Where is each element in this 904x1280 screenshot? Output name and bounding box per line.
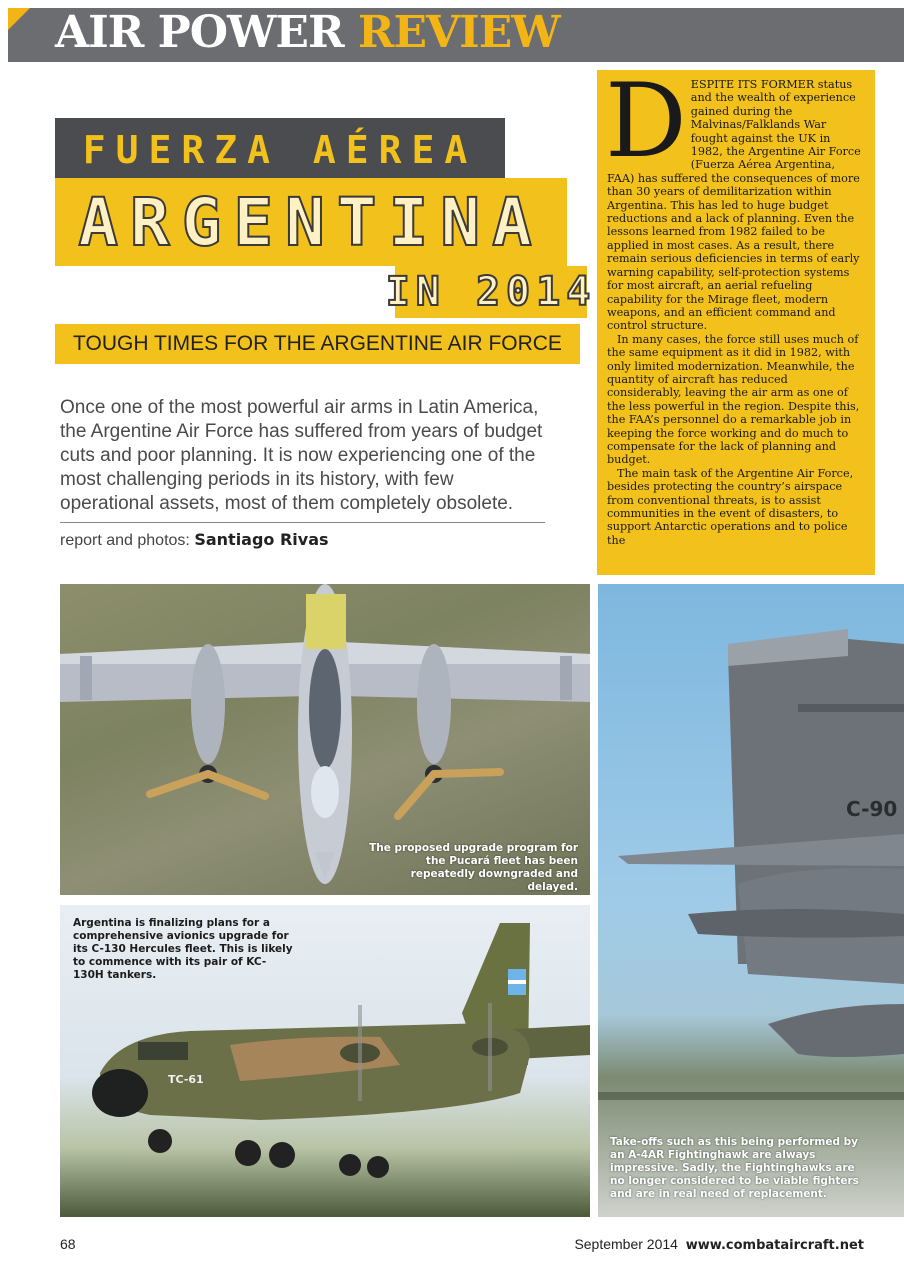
title-line3: IN 2014 bbox=[385, 269, 597, 315]
body-text bbox=[605, 70, 865, 547]
body-paragraph-1: ESPITE ITS FORMER status and the wealth of experience gained during the Malvinas/Falklands War fought against the UK in 1982, the Argentine Air Force (Fuerza Aérea Argentina, FAA) has suffered the consequences of more than 30 years of demilitarization within Argentina. This has led to huge budget reductions and a lack of planning. Even the lessons learned from 1982 failed to be applied in most cases. As a result, there remain serious deficiencies in terms of early warning capability, self-protection systems for most aircraft, an aerial refueling capability for the Mirage fleet, modern weapons, and an efficient command and control structure. bbox=[607, 78, 861, 333]
photo-caption-pucara: The proposed upgrade program for the Pucará fleet has been repeatedly downgraded and delayed. bbox=[369, 842, 578, 893]
title-line2-block bbox=[55, 178, 567, 266]
byline-author: Santiago Rivas bbox=[194, 530, 329, 549]
page-number: 68 bbox=[60, 1236, 76, 1252]
footer-issue-info bbox=[574, 1236, 864, 1253]
section-title-part2: REVIEW bbox=[357, 7, 560, 58]
title-line1-block bbox=[55, 118, 505, 182]
body-column bbox=[597, 70, 875, 575]
body-paragraph-3: The main task of the Argentine Air Force, besides protecting the country’s airspace from conventional threats, is to assist communities in the event of disasters, to support Antarctic operations and to police the bbox=[607, 466, 854, 547]
photo-hercules bbox=[60, 905, 590, 1217]
title-line1: FUERZA AÉREA bbox=[82, 128, 478, 172]
subtitle: TOUGH TIMES FOR THE ARGENTINE AIR FORCE bbox=[73, 332, 562, 355]
photo-caption-hercules: Argentina is finalizing plans for a comprehensive avionics upgrade for its C-130 Hercules fleet. This is likely to commence with its pair of KC-130H tankers. bbox=[73, 917, 293, 981]
hercules-tail-code: TC-61 bbox=[168, 1073, 204, 1086]
section-title bbox=[55, 6, 560, 60]
fightinghawk-tail-code: C-90 bbox=[846, 797, 898, 821]
drop-cap: D bbox=[605, 70, 687, 181]
standfirst: Once one of the most powerful air arms in Latin America, the Argentine Air Force has suffered from years of budget cuts and poor planning. It is now experiencing one of the most challenging periods in its history, with few operational assets, most of them completely obsolete. bbox=[60, 397, 543, 514]
title-line2: ARGENTINA bbox=[78, 183, 544, 261]
section-title-part1: AIR POWER bbox=[55, 7, 344, 58]
photo-fightinghawk bbox=[598, 584, 904, 1217]
fightinghawk-aircraft-illustration bbox=[598, 584, 904, 1217]
header-corner-accent bbox=[8, 8, 30, 30]
byline bbox=[60, 530, 329, 550]
subtitle-block bbox=[55, 324, 580, 364]
website-link[interactable]: www.combataircraft.net bbox=[685, 1238, 864, 1253]
byline-divider bbox=[60, 522, 545, 523]
title-line3-block bbox=[385, 266, 597, 318]
photo-pucara bbox=[60, 584, 590, 895]
issue-date: September 2014 bbox=[574, 1236, 678, 1252]
byline-prefix: report and photos: bbox=[60, 532, 190, 549]
body-paragraph-2: In many cases, the force still uses much of the same equipment as it did in 1982, with only limited modernization. Meanwhile, the quantity of aircraft has reduced considerably, leaving the air arm as one of the less powerful in the region. Despite this, the FAA’s personnel do a remarkable job in keeping the force working and do much to compensate for the lack of planning and budget. bbox=[607, 332, 860, 467]
photo-caption-fightinghawk: Take-offs such as this being performed by an A-4AR Fightinghawk are always impressive. Sadly, the Fightinghawks are no longer considered to be viable fighters and are in real need of replacement. bbox=[610, 1136, 859, 1200]
